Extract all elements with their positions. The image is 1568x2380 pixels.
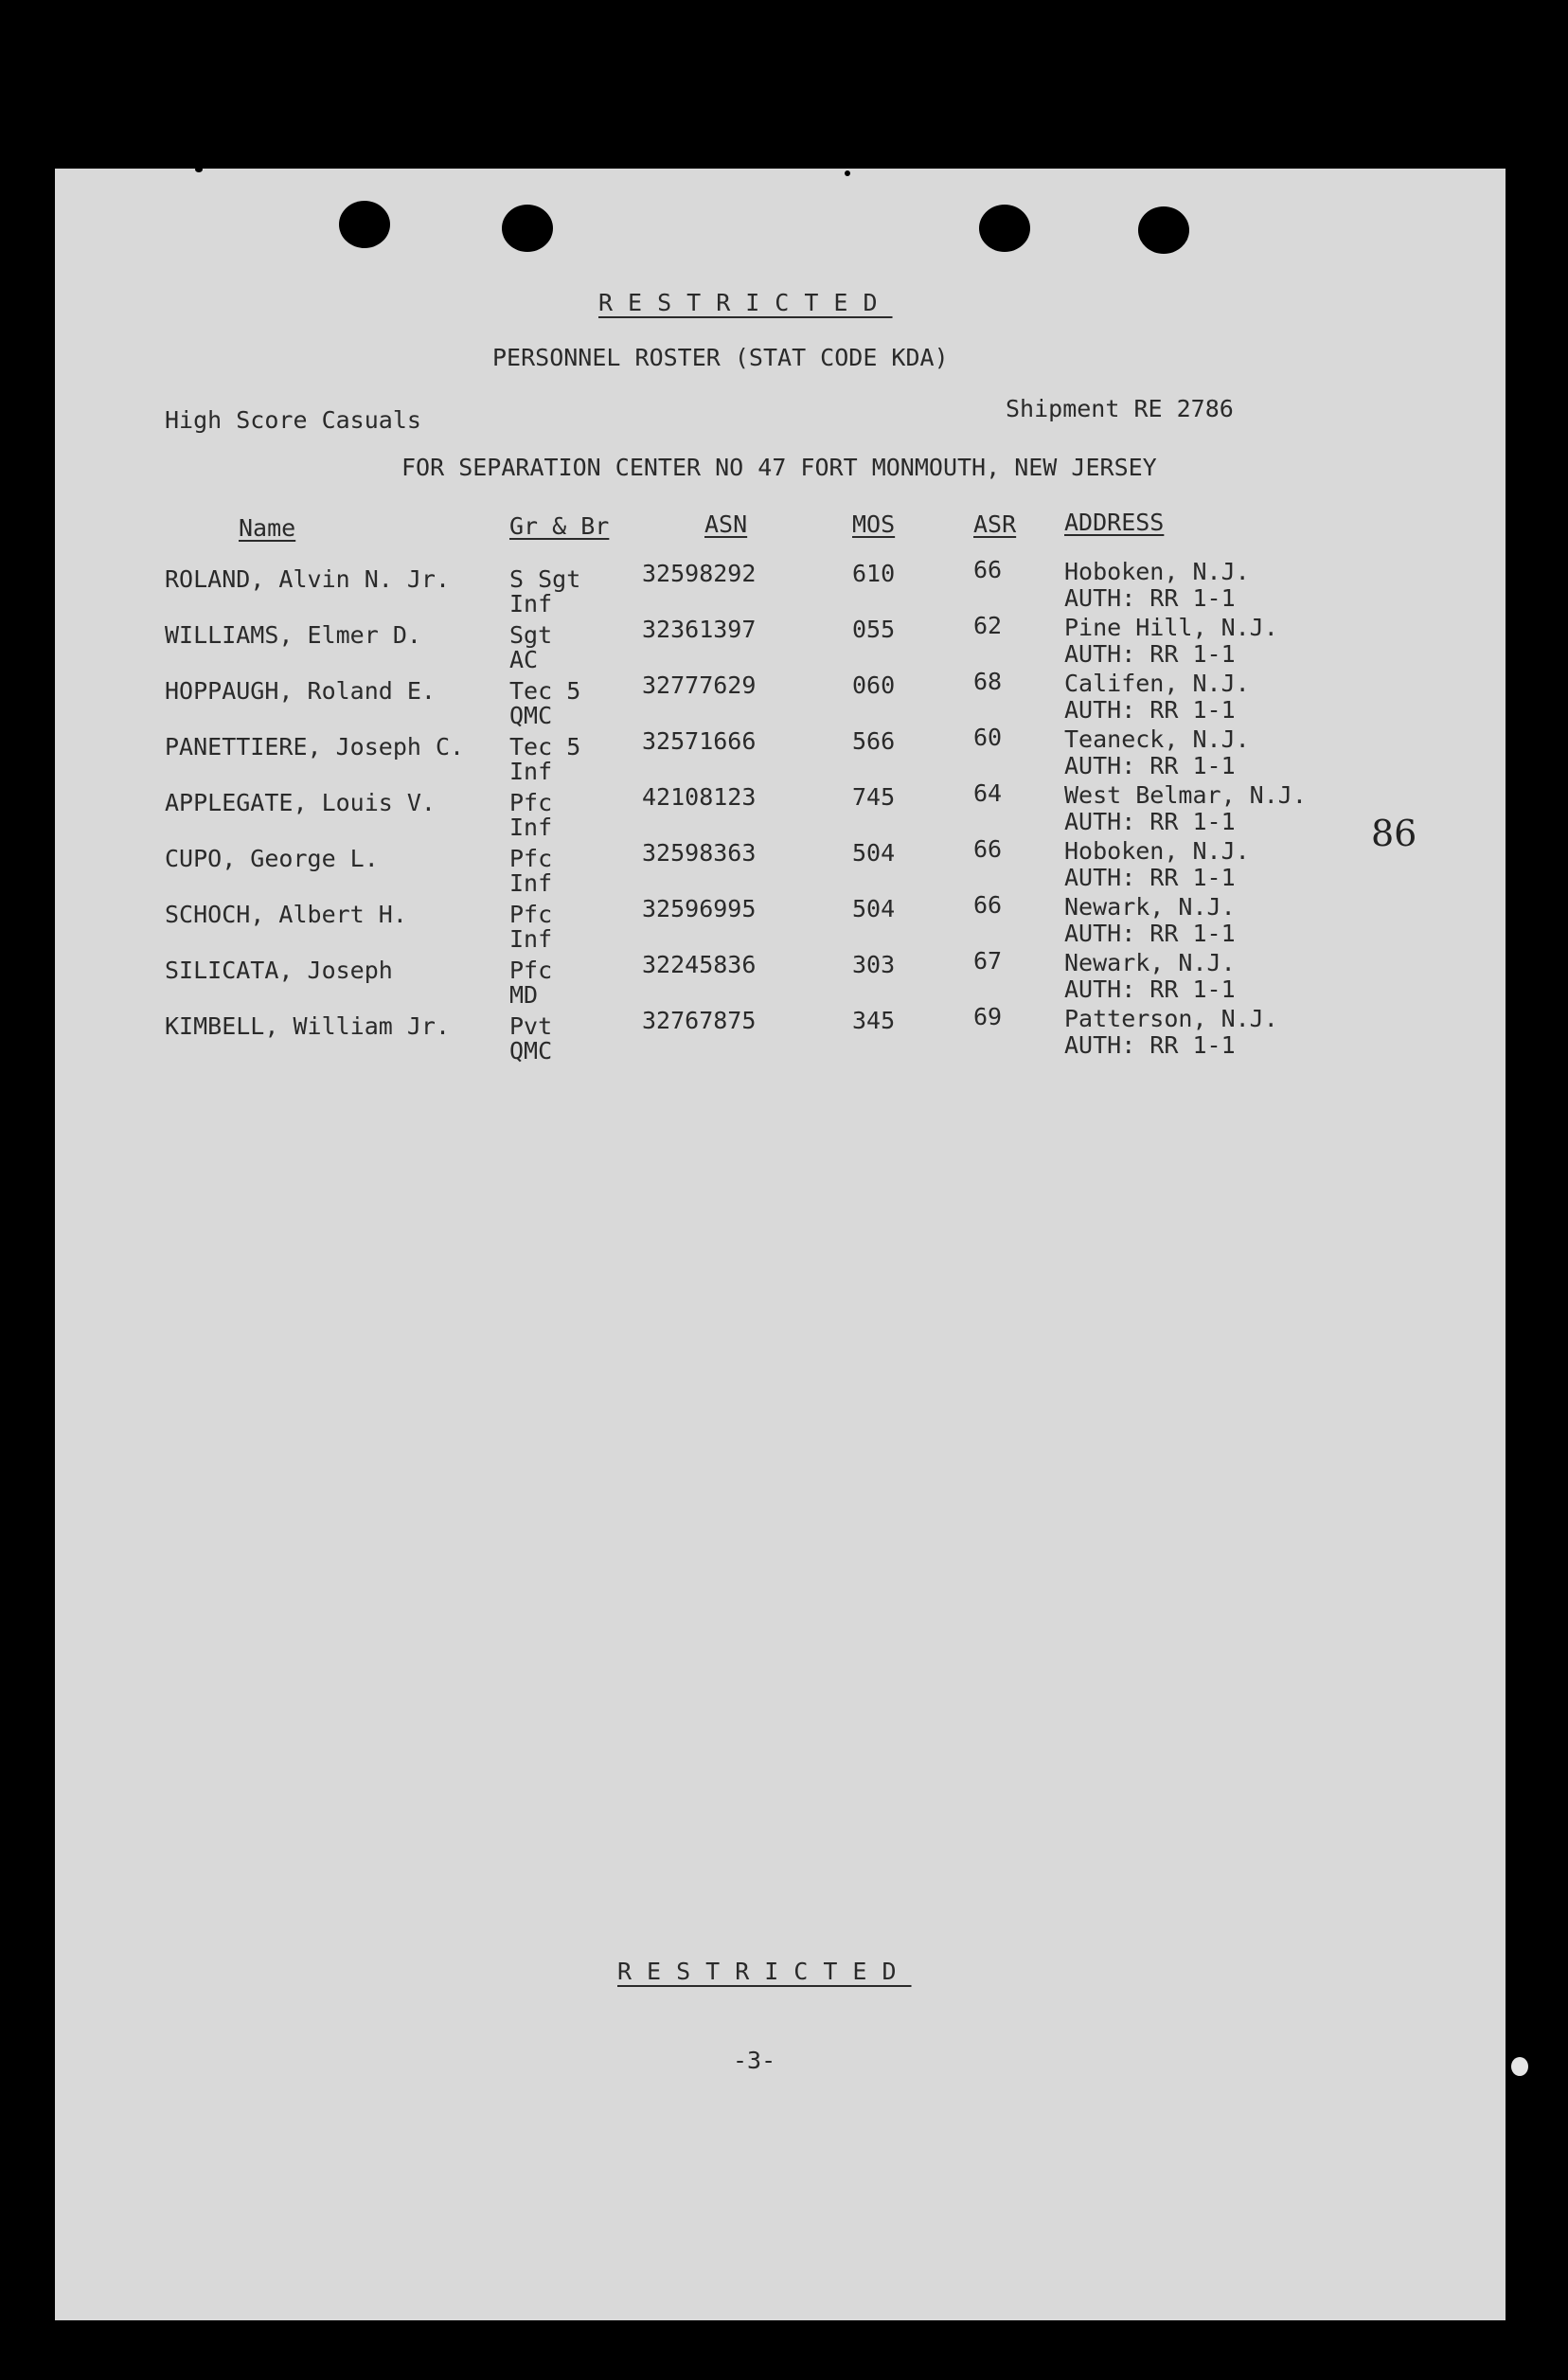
row-name: HOPPAUGH, Roland E.	[165, 677, 436, 705]
row-mos: 060	[852, 671, 896, 699]
classification-bottom: RESTRICTED	[617, 1958, 912, 1985]
column-header-mos: MOS	[852, 510, 896, 538]
row-name: KIMBELL, William Jr.	[165, 1012, 451, 1040]
row-name: SILICATA, Joseph	[165, 957, 393, 984]
punch-hole	[502, 205, 553, 252]
scan-speck	[1511, 2057, 1528, 2076]
column-header-name: Name	[239, 514, 296, 542]
row-branch: MD	[509, 981, 539, 1009]
row-asr: 62	[973, 612, 1003, 639]
page-number: -3-	[733, 2047, 776, 2074]
row-mos: 504	[852, 839, 896, 867]
row-asn: 32361397	[642, 616, 757, 643]
row-asn: 32598363	[642, 839, 757, 867]
row-mos: 345	[852, 1007, 896, 1034]
row-asn: 32777629	[642, 671, 757, 699]
row-address: Pine Hill, N.J.	[1064, 614, 1278, 641]
column-header-address: ADDRESS	[1064, 509, 1165, 536]
row-mos: 303	[852, 951, 896, 978]
shipment-label: Shipment RE 2786	[1006, 395, 1234, 422]
row-mos: 504	[852, 895, 896, 922]
row-address: Hoboken, N.J.	[1064, 837, 1250, 865]
row-address: West Belmar, N.J.	[1064, 781, 1307, 809]
row-asn: 32598292	[642, 560, 757, 587]
row-auth: AUTH: RR 1-1	[1064, 920, 1236, 947]
row-grade: S Sgt	[509, 565, 581, 593]
scan-speck	[195, 167, 203, 172]
row-asr: 69	[973, 1003, 1003, 1030]
row-name: ROLAND, Alvin N. Jr.	[165, 565, 451, 593]
row-asn: 32596995	[642, 895, 757, 922]
column-header-asr: ASR	[973, 510, 1017, 538]
destination-line: FOR SEPARATION CENTER NO 47 FORT MONMOUTH, NEW JERSEY	[401, 454, 1157, 481]
row-asn: 32767875	[642, 1007, 757, 1034]
row-address: Patterson, N.J.	[1064, 1005, 1278, 1032]
row-grade: Pfc	[509, 845, 553, 872]
row-branch: Inf	[509, 869, 553, 897]
row-grade: Tec 5	[509, 733, 581, 761]
row-branch: AC	[509, 646, 539, 673]
row-mos: 745	[852, 783, 896, 811]
row-mos: 566	[852, 727, 896, 755]
row-address: Teaneck, N.J.	[1064, 725, 1250, 753]
row-asr: 67	[973, 947, 1003, 975]
roster-title: PERSONNEL ROSTER (STAT CODE KDA)	[492, 344, 949, 371]
row-name: APPLEGATE, Louis V.	[165, 789, 436, 816]
row-mos: 055	[852, 616, 896, 643]
row-grade: Pfc	[509, 901, 553, 928]
row-asr: 60	[973, 724, 1003, 751]
row-asr: 66	[973, 835, 1003, 863]
row-auth: AUTH: RR 1-1	[1064, 584, 1236, 612]
row-name: CUPO, George L.	[165, 845, 379, 872]
row-branch: Inf	[509, 925, 553, 953]
classification-top: RESTRICTED	[598, 289, 893, 316]
row-asn: 32571666	[642, 727, 757, 755]
punch-hole	[1138, 206, 1189, 254]
row-asr: 64	[973, 779, 1003, 807]
group-label: High Score Casuals	[165, 406, 421, 434]
row-auth: AUTH: RR 1-1	[1064, 752, 1236, 779]
row-grade: Tec 5	[509, 677, 581, 705]
row-auth: AUTH: RR 1-1	[1064, 975, 1236, 1003]
row-auth: AUTH: RR 1-1	[1064, 864, 1236, 891]
row-branch: Inf	[509, 590, 553, 617]
row-name: SCHOCH, Albert H.	[165, 901, 407, 928]
row-address: Newark, N.J.	[1064, 893, 1236, 921]
row-auth: AUTH: RR 1-1	[1064, 1031, 1236, 1059]
row-branch: QMC	[509, 1037, 553, 1065]
row-branch: QMC	[509, 702, 553, 729]
row-auth: AUTH: RR 1-1	[1064, 808, 1236, 835]
row-grade: Sgt	[509, 621, 553, 649]
row-name: PANETTIERE, Joseph C.	[165, 733, 465, 761]
document-page	[55, 169, 1506, 2320]
row-asr: 66	[973, 891, 1003, 919]
row-grade: Pfc	[509, 957, 553, 984]
margin-note: 86	[1371, 813, 1417, 854]
punch-hole	[979, 205, 1030, 252]
row-asn: 32245836	[642, 951, 757, 978]
row-asr: 66	[973, 556, 1003, 583]
row-asn: 42108123	[642, 783, 757, 811]
row-address: Newark, N.J.	[1064, 949, 1236, 976]
column-header-grade: Gr & Br	[509, 512, 610, 540]
row-address: Hoboken, N.J.	[1064, 558, 1250, 585]
row-grade: Pvt	[509, 1012, 553, 1040]
row-branch: Inf	[509, 758, 553, 785]
row-grade: Pfc	[509, 789, 553, 816]
scan-speck	[845, 170, 850, 176]
row-mos: 610	[852, 560, 896, 587]
row-auth: AUTH: RR 1-1	[1064, 640, 1236, 668]
row-asr: 68	[973, 668, 1003, 695]
row-auth: AUTH: RR 1-1	[1064, 696, 1236, 724]
punch-hole	[339, 201, 390, 248]
row-address: Califen, N.J.	[1064, 670, 1250, 697]
column-header-asn: ASN	[704, 510, 748, 538]
row-name: WILLIAMS, Elmer D.	[165, 621, 421, 649]
row-branch: Inf	[509, 814, 553, 841]
